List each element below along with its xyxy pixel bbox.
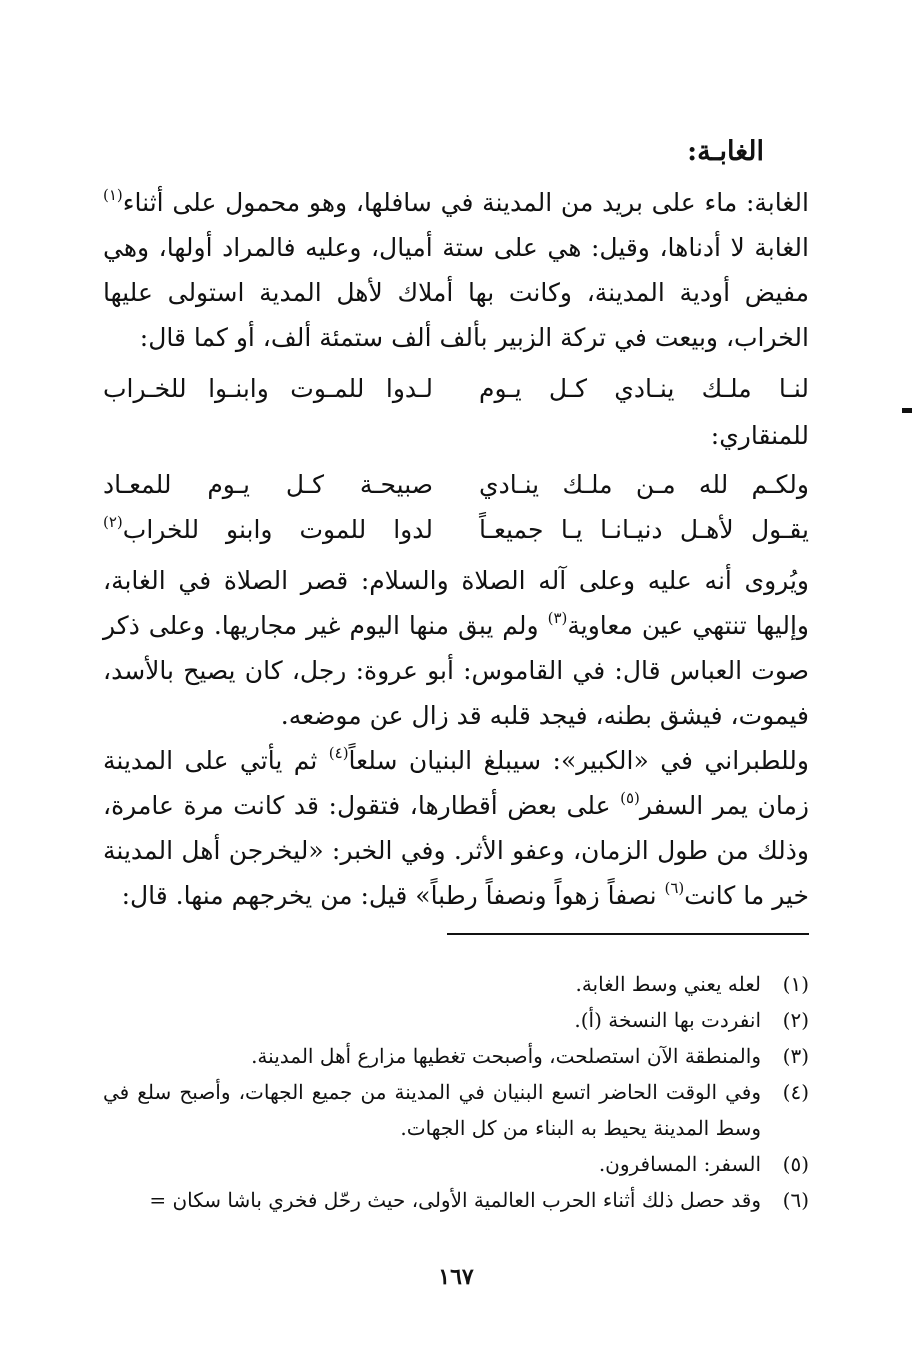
footnote-divider	[447, 933, 809, 935]
footnote-ref-5: (٥)	[620, 788, 640, 807]
paragraph-text: ولم يبق منها اليوم غير مجاريها. وعلى ذكر صوت العباس قال: في القاموس: أبو عروة: رجل، كان يصيح بالأسد، فيموت، فيشق بطنه، فيجد قلبه قد زال عن موضعه.	[103, 611, 809, 730]
footnote-ref-4: (٤)	[328, 743, 349, 762]
verse-second-hemistich: لـدوا للمـوت وابنـوا للخـراب	[103, 374, 433, 403]
footnotes-list	[103, 966, 809, 1218]
paragraph-text: الغابة: ماء على بريد من المدينة في سافلها، وهو محمول على أثناء	[122, 188, 809, 217]
footnote-text: وفي الوقت الحاضر اتسع البنيان في المدينة من جميع الجهات، وأصبح سلع في وسط المدينة يحيط به البناء من كل الجهات.	[103, 1080, 761, 1140]
section-heading: الغابـة:	[687, 136, 764, 167]
paragraph-text: على بعض أقطارها، فتقول: قد كانت مرة عامرة، وذلك من طول الزمان، وعفو الأثر. وفي الخبر: «ليخرجن أهل المدينة خير ما كانت	[103, 791, 809, 910]
footnote-number: (٦)	[782, 1188, 809, 1212]
poem-verse-2	[103, 462, 809, 507]
footnote-text: والمنطقة الآن استصلحت، وأصبحت تغطيها مزارع أهل المدينة.	[251, 1044, 761, 1068]
poem-verse-1	[103, 366, 809, 411]
paragraph-text: وللطبراني في «الكبير»: سيبلغ البنيان سلعاً	[348, 746, 809, 775]
footnote-item	[103, 1074, 809, 1146]
paragraph-ghaba-definition	[103, 180, 809, 360]
page-number: ١٦٧	[438, 1264, 474, 1290]
footnote-number: (٣)	[782, 1044, 809, 1068]
footnote-text: السفر: المسافرون.	[598, 1152, 761, 1176]
footnote-item	[103, 1182, 809, 1218]
footnote-ref-6: (٦)	[664, 878, 685, 897]
poem-verse-3	[103, 507, 809, 552]
paragraph-tabarani	[103, 738, 809, 918]
paragraph-text: ثم يأتي على المدينة زمان يمر السفر	[103, 746, 809, 820]
verse-first-hemistich: ولكـم لله مـن ملـك ينـادي	[479, 470, 809, 499]
footnote-number: (٤)	[782, 1080, 809, 1104]
footnote-ref-2: (٢)	[103, 512, 123, 531]
verse-second-hemistich: صبيحـة كـل يـوم للمعـاد	[103, 470, 433, 499]
footnote-number: (١)	[782, 972, 809, 996]
paragraph-prayer-ghaba	[103, 558, 809, 738]
footnote-number: (٥)	[782, 1152, 809, 1176]
footnote-ref-3: (٣)	[547, 608, 568, 627]
footnote-text: لعله يعني وسط الغابة.	[575, 972, 761, 996]
verse-first-hemistich: لنـا ملـك ينـادي كـل يـوم	[479, 374, 809, 403]
paragraph-text: ويُروى أنه عليه وعلى آله الصلاة والسلام: قصر الصلاة في الغابة، وإليها تنتهي عين معاوية	[103, 566, 809, 640]
footnote-item	[103, 1038, 809, 1074]
footnote-item	[103, 966, 809, 1002]
verse-first-hemistich: يقـول لأهـل دنيـانـا يـا جميعـاً	[479, 515, 809, 544]
paragraph-text: نصفاً زهواً ونصفاً رطباً» قيل: من يخرجهم منها. قال:	[121, 881, 665, 910]
margin-mark	[902, 408, 912, 413]
verse-second-hemistich	[103, 507, 433, 552]
footnote-number: (٢)	[782, 1008, 809, 1032]
footnote-item	[103, 1146, 809, 1182]
footnote-item	[103, 1002, 809, 1038]
poet-attribution: للمنقاري:	[710, 421, 809, 450]
hemistich-text: لدوا للموت وابنو للخراب	[122, 515, 433, 544]
footnote-ref-1: (١)	[103, 185, 123, 204]
footnote-text: وقد حصل ذلك أثناء الحرب العالمية الأولى، حيث رحّل فخري باشا سكان =	[149, 1188, 761, 1212]
paragraph-text: الغابة لا أدناها، وقيل: هي على ستة أميال، وعليه فالمراد أولها، وهي مفيض أودية المدينة، وكانت بها أملاك لأهل المدية استولى عليها الخراب، وبيعت في تركة الزبير بألف ألف ستمئة ألف، أو كما قال:	[103, 233, 809, 352]
footnote-text: انفردت بها النسخة (أ).	[574, 1008, 761, 1032]
